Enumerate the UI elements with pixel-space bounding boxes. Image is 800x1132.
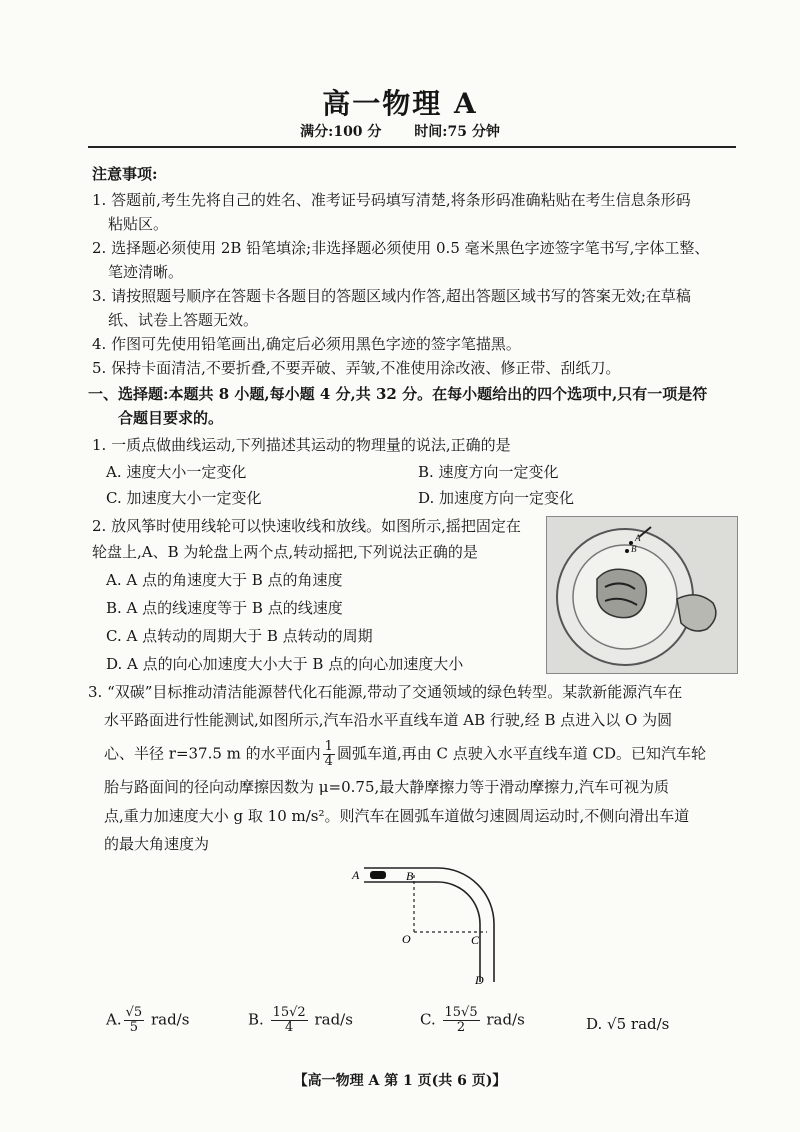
quarter-fraction [323,740,335,769]
q3-option-b-unit: rad/s [314,1010,353,1029]
full-score: 满分:100 分 [300,124,382,140]
notice-item: 3. 请按照题号顺序在答题卡各题目的答题区域内作答,超出答题区域书写的答案无效;在草稿 [92,287,691,305]
notice-item: 4. 作图可先使用铅笔画出,确定后必须用黑色字迹的签字笔描黑。 [92,335,521,353]
q3-stem-line4: 胎与路面间的径向动摩擦因数为 μ=0.75,最大静摩擦力等于滑动摩擦力,汽车可视为质 [104,778,670,796]
q3-option-b [248,1006,353,1035]
exam-time: 时间:75 分钟 [414,124,500,140]
photo-label-b: B [631,544,637,554]
kite-reel-illustration [547,517,737,673]
q2-stem-cont: 轮盘上,A、B 为轮盘上两个点,转动摇把,下列说法正确的是 [92,543,478,561]
q3-option-a-den: 5 [129,1020,139,1035]
label-a: A [352,868,360,882]
label-o: O [402,932,411,946]
q2-option-a: A. A 点的角速度大于 B 点的角速度 [106,571,343,589]
header-divider [88,146,736,148]
q2-option-d: D. A 点的向心加速度大小大于 B 点的向心加速度大小 [106,655,464,673]
arc-outer [438,868,494,924]
car-icon [370,871,386,879]
notice-item: 5. 保持卡面清洁,不要折叠,不要弄破、弄皱,不准使用涂改液、修正带、刮纸刀。 [92,359,621,377]
q3-stem-line3 [104,740,706,769]
q3-option-c-num: 15√5 [444,1005,478,1020]
page-footer: 【高一物理 A 第 1 页(共 6 页)】 [293,1073,507,1089]
kite-reel-photo [546,516,738,674]
q3-option-a-fraction [124,1006,145,1035]
road-diagram [340,860,510,990]
q1-stem: 1. 一质点做曲线运动,下列描述其运动的物理量的说法,正确的是 [92,436,511,454]
q2-stem: 2. 放风筝时使用线轮可以快速收线和放线。如图所示,摇把固定在 [92,517,521,535]
q3-option-a-num: √5 [125,1005,143,1020]
q3-option-b-fraction [271,1006,308,1035]
q3-option-c-prefix: C. [420,1010,436,1029]
q3-option-c [420,1006,525,1035]
label-c: C [471,933,480,947]
label-d: D [475,973,484,987]
notice-item: 纸、试卷上答题无效。 [108,311,259,329]
notice-item: 1. 答题前,考生先将自己的姓名、准考证号码填写清楚,将条形码准确粘贴在考生信息条形码 [92,191,691,209]
fraction-numerator: 1 [324,739,333,754]
q3-option-b-num: 15√2 [272,1005,306,1020]
q3-option-c-unit: rad/s [486,1010,525,1029]
q3-stem-line5: 点,重力加速度大小 g 取 10 m/s²。则汽车在圆弧车道做匀速圆周运动时,不侧向滑出车道 [104,807,690,825]
q3-stem-line3-b: 圆弧车道,再由 C 点驶入水平直线车道 CD。已知汽车轮 [336,744,707,763]
q3-stem-line1: 3. “双碳”目标推动清洁能源替代化石能源,带动了交通领域的绿色转型。某款新能源汽车在 [88,683,683,701]
q2-option-c: C. A 点转动的周期大于 B 点转动的周期 [106,627,373,645]
exam-subtitle [0,121,800,141]
section-heading-cont: 合题目要求的。 [118,409,224,427]
q3-option-c-den: 2 [456,1020,466,1035]
q1-option-d: D. 加速度方向一定变化 [418,489,575,507]
label-b: B [406,869,414,883]
q3-option-a-unit: rad/s [150,1010,190,1029]
q1-option-c: C. 加速度大小一定变化 [106,489,262,507]
q1-option-a: A. 速度大小一定变化 [106,463,247,481]
notice-item: 粘贴区。 [108,215,169,233]
notice-heading: 注意事项: [92,165,158,183]
q3-option-a [106,1006,189,1035]
fraction-denominator: 4 [324,754,333,769]
photo-label-a: A [635,533,641,543]
q3-option-b-den: 4 [284,1020,294,1035]
q2-option-b: B. A 点的线速度等于 B 点的线速度 [106,599,343,617]
exam-title: 高一物理 A [322,87,478,120]
q3-stem-line6: 的最大角速度为 [104,835,210,853]
notice-item: 笔迹清晰。 [108,263,184,281]
q3-option-c-fraction [443,1006,480,1035]
q3-option-a-prefix: A. [106,1010,122,1029]
section-heading: 一、选择题:本题共 8 小题,每小题 4 分,共 32 分。在每小题给出的四个选项中,只有一项是符 [88,385,708,403]
q1-option-b: B. 速度方向一定变化 [418,463,559,481]
notice-item: 2. 选择题必须使用 2B 铅笔填涂;非选择题必须使用 0.5 毫米黑色字迹签字笔书写,字体工整、 [92,239,710,257]
q3-stem-line3-a: 心、半径 r=37.5 m 的水平面内 [104,744,321,763]
q3-option-d: D. √5 rad/s [586,1015,670,1033]
arc-inner [438,882,480,924]
q3-stem-line2: 水平路面进行性能测试,如图所示,汽车沿水平直线车道 AB 行驶,经 B 点进入以 O 为圆 [104,711,673,729]
q3-option-b-prefix: B. [248,1010,264,1029]
